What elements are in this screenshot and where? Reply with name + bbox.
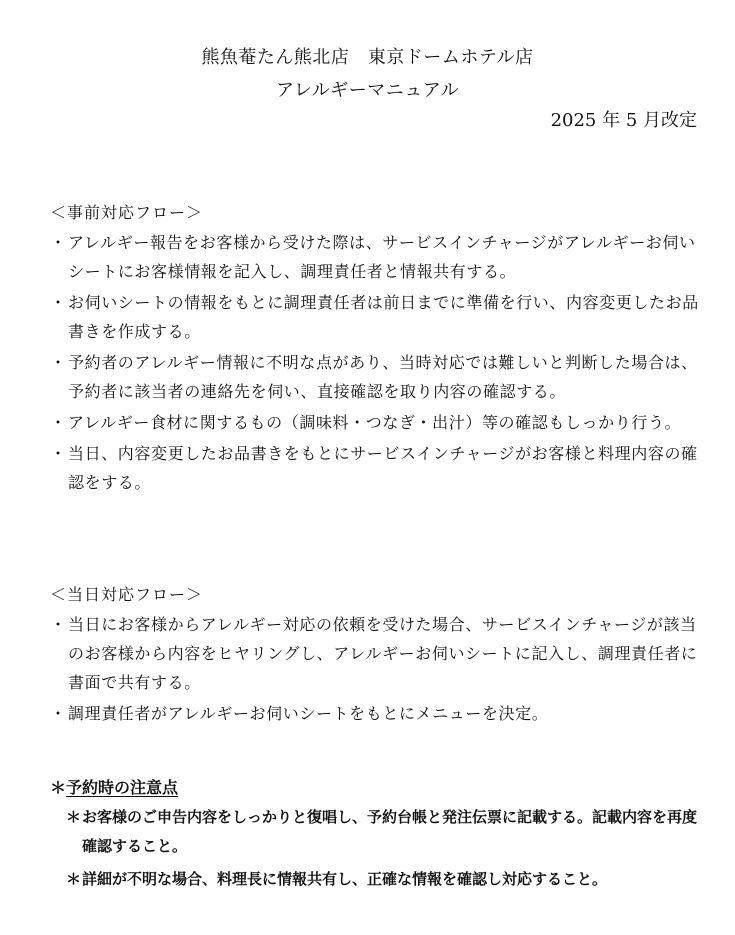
reservation-note-text: お客様のご申告内容をしっかりと復唱し、予約台帳と発注伝票に記載する。記載内容を再度確認すること。 xyxy=(82,808,698,855)
advance-flow-item-text: 当日、内容変更したお品書きをもとにサービスインチャージがお客様と料理内容の確認をする。 xyxy=(68,444,698,492)
bullet-marker: ・ xyxy=(50,353,67,372)
bullet-marker: ・ xyxy=(50,293,67,312)
reservation-note-item xyxy=(50,865,710,894)
star-marker: ＊ xyxy=(66,870,82,888)
bullet-marker: ・ xyxy=(50,704,67,723)
revision-date: 2025 年 5 月改定 xyxy=(550,110,697,131)
advance-flow-section xyxy=(50,198,710,499)
sameday-flow-item-text: 当日にお客様からアレルギー対応の依頼を受けた場合、サービスインチャージが該当のお客様から内容をヒヤリングし、アレルギーお伺いシートに記入し、調理責任者に書面で共有する。 xyxy=(68,615,698,692)
advance-flow-item-text: 予約者のアレルギー情報に不明な点があり、当時対応では難しいと判断した場合は、予約者に該当者の連絡先を伺い、直接確認を取り内容の確認する。 xyxy=(68,353,698,401)
advance-flow-heading: ＜事前対応フロー＞ xyxy=(50,203,204,222)
advance-flow-item xyxy=(50,228,710,286)
reservation-notes-section xyxy=(50,773,710,898)
advance-flow-item-text: お伺いシートの情報をもとに調理責任者は前日までに準備を行い、内容変更したお品書きを作成する。 xyxy=(68,293,699,341)
sameday-flow-section xyxy=(50,580,710,730)
reservation-note-item xyxy=(50,803,710,861)
star-marker: ＊ xyxy=(66,808,82,826)
advance-flow-item xyxy=(50,288,710,346)
advance-flow-item xyxy=(50,439,710,497)
bullet-marker: ・ xyxy=(50,615,67,634)
sameday-flow-heading: ＜当日対応フロー＞ xyxy=(50,585,204,604)
reservation-notes-heading xyxy=(50,773,710,803)
advance-flow-item-text: アレルギー食材に関するもの（調味料・つなぎ・出汁）等の確認もしっかり行う。 xyxy=(68,413,682,432)
star-marker: ＊ xyxy=(50,778,67,797)
reservation-note-text: 詳細が不明な場合、料理長に情報共有し、正確な情報を確認し対応すること。 xyxy=(82,870,608,888)
manual-title: アレルギーマニュアル xyxy=(275,80,460,101)
bullet-marker: ・ xyxy=(50,413,67,432)
sameday-flow-item xyxy=(50,610,710,697)
sameday-flow-item-text: 調理責任者がアレルギーお伺いシートをもとにメニューを決定。 xyxy=(68,704,549,723)
bullet-marker: ・ xyxy=(50,233,67,252)
bullet-marker: ・ xyxy=(50,444,67,463)
advance-flow-item-text: アレルギー報告をお客様から受けた際は、サービスインチャージがアレルギーお伺いシートにお客様情報を記入し、調理責任者と情報共有する。 xyxy=(68,233,696,281)
sameday-flow-item xyxy=(50,699,710,728)
advance-flow-item xyxy=(50,408,710,437)
reservation-notes-title: 予約時の注意点 xyxy=(66,778,179,797)
store-title: 熊魚菴たん熊北店 東京ドームホテル店 xyxy=(201,47,534,68)
advance-flow-item xyxy=(50,348,710,406)
